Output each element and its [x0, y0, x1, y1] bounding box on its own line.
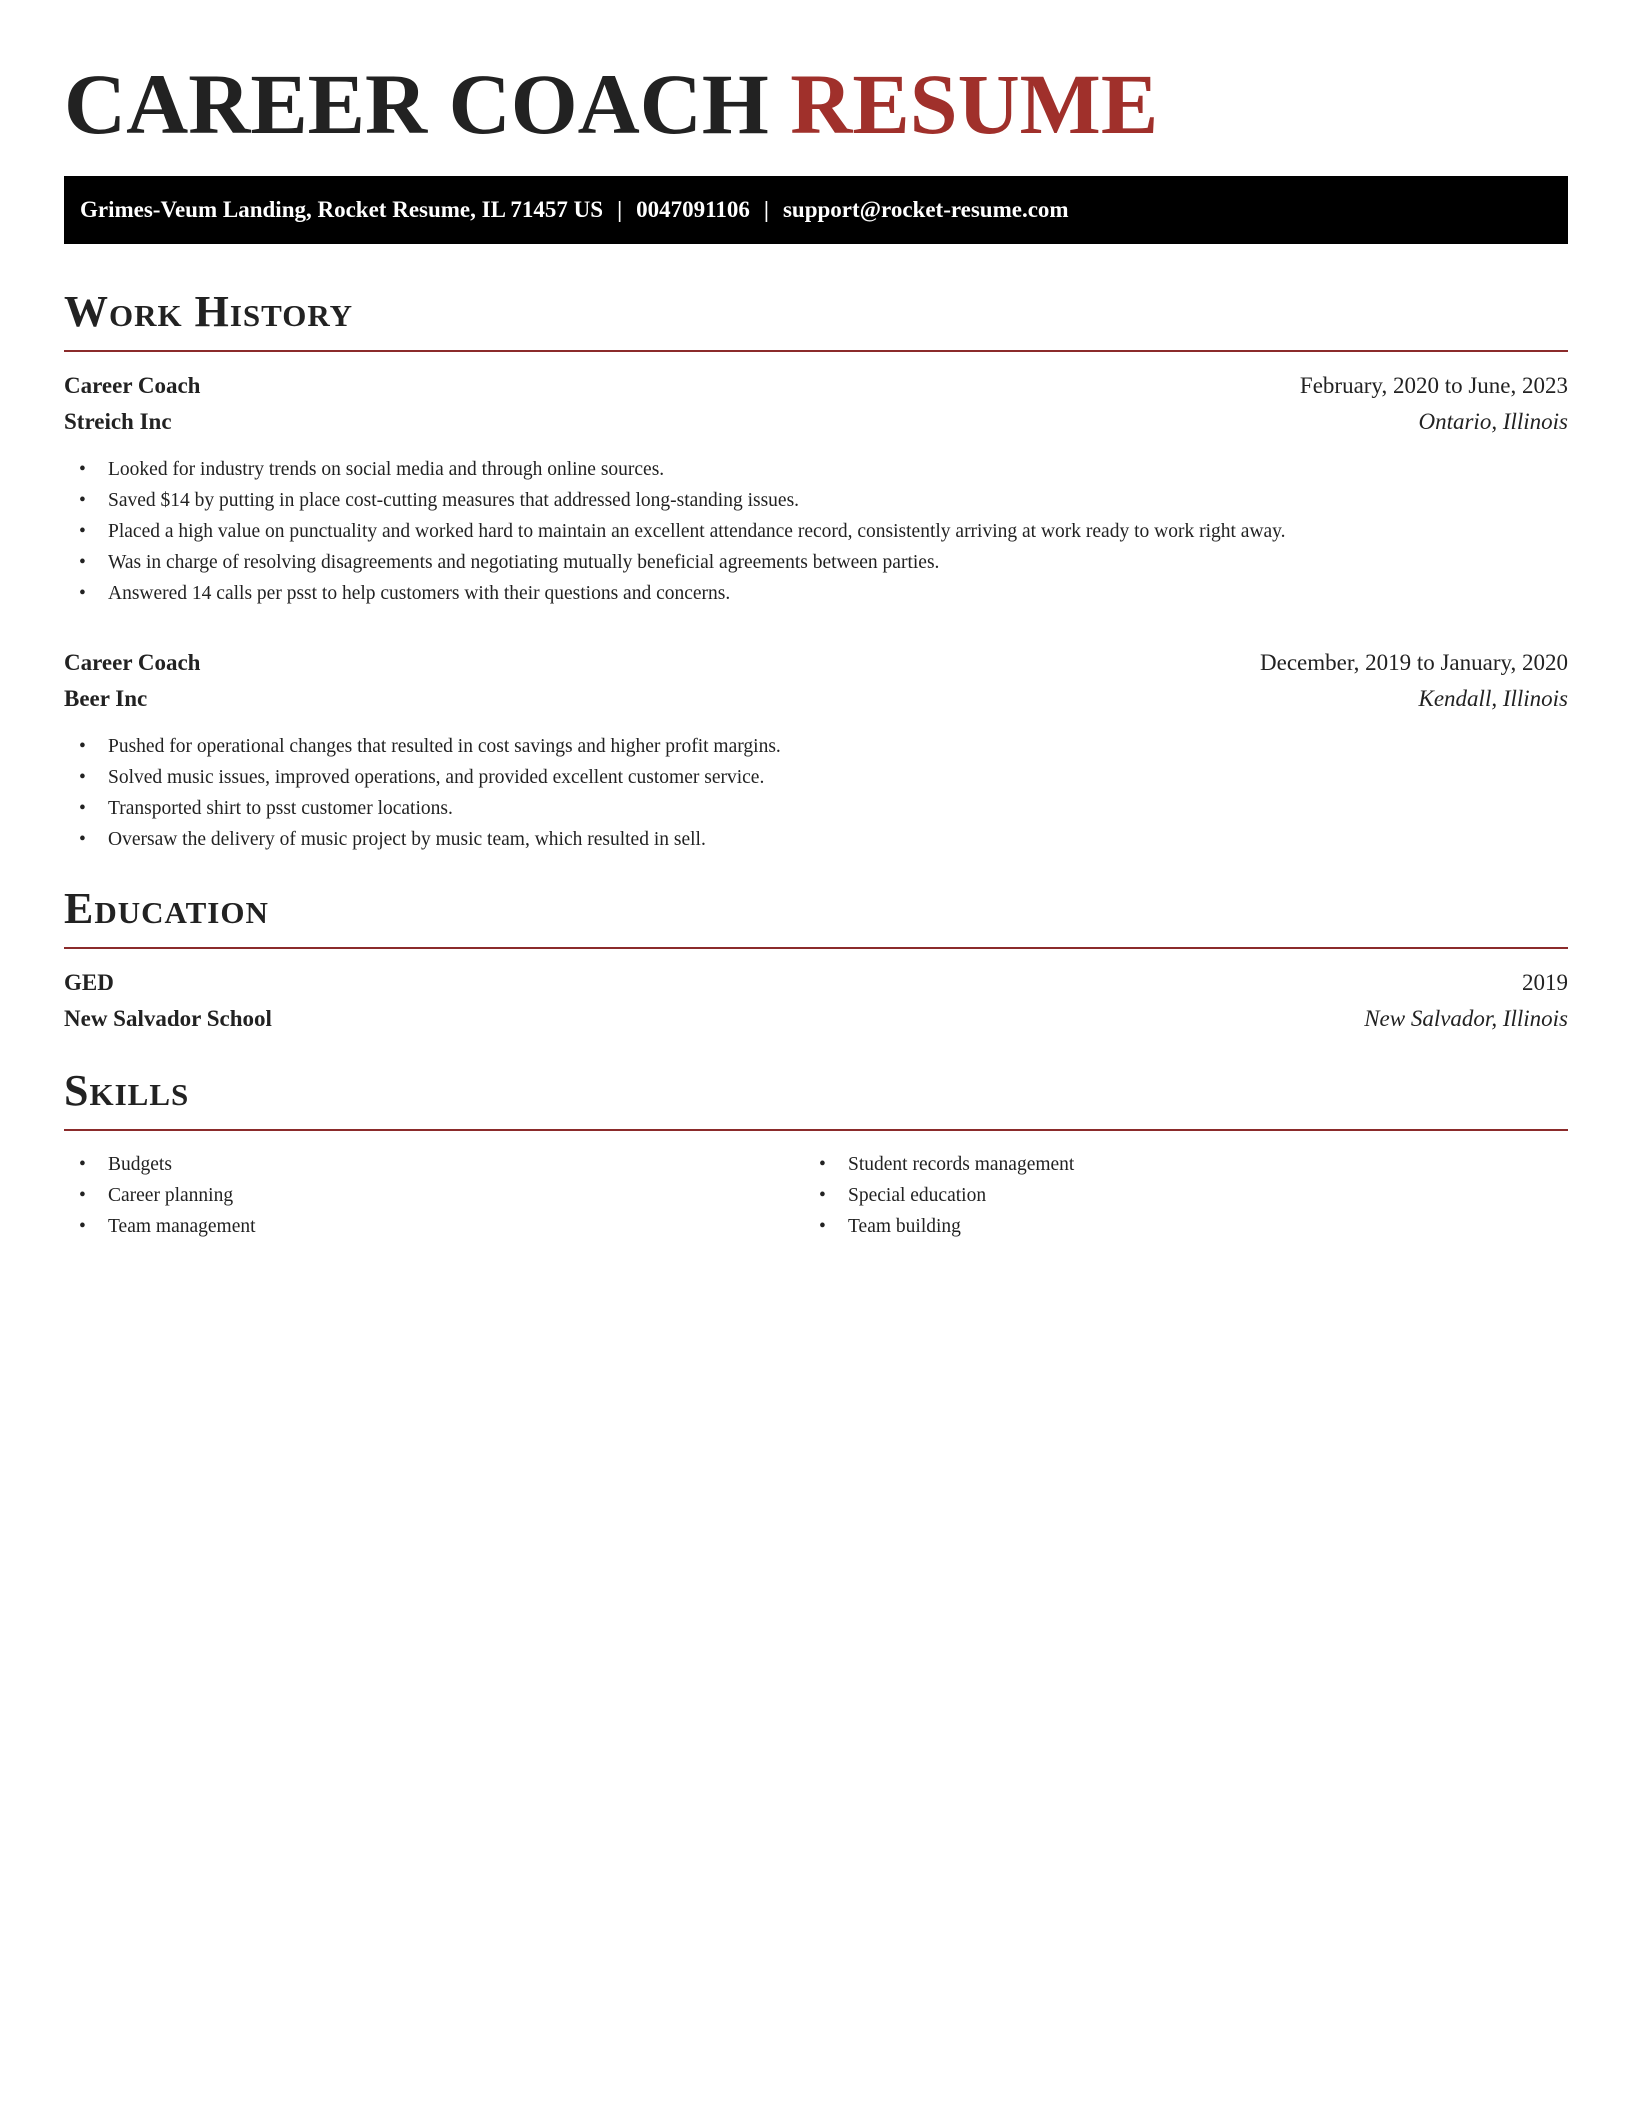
skills-columns [64, 1149, 1568, 1242]
job-title: Career Coach [64, 650, 201, 675]
contact-phone: 0047091106 [636, 197, 750, 222]
job-location: Ontario, Illinois [1418, 409, 1568, 434]
job-bullet: • Oversaw the delivery of music project by music team, which resulted in sell. [64, 824, 1568, 855]
contact-separator: | [763, 197, 769, 222]
job-entry [64, 368, 1568, 609]
job-bullet: • Saved $14 by putting in place cost-cutting measures that addressed long-standing issues. [64, 485, 1568, 516]
education-degree: GED [64, 970, 114, 995]
contact-address: Grimes-Veum Landing, Rocket Resume, IL 71457 US [80, 197, 604, 222]
job-title-row [64, 368, 1568, 404]
skill-item: • Career planning [64, 1180, 804, 1211]
job-company: Streich Inc [64, 409, 172, 434]
title-accent: RESUME [790, 56, 1159, 152]
job-company-row [64, 404, 1568, 440]
job-title-row [64, 645, 1568, 681]
contact-separator: | [617, 197, 623, 222]
job-company-row [64, 681, 1568, 717]
education-location: New Salvador, Illinois [1364, 1006, 1568, 1031]
skill-item: • Team building [804, 1211, 1544, 1242]
contact-bar [64, 176, 1568, 244]
skills-list-right [804, 1149, 1544, 1242]
education-year: 2019 [1522, 970, 1568, 995]
job-dates: December, 2019 to January, 2020 [1260, 650, 1568, 675]
job-location: Kendall, Illinois [1418, 686, 1568, 711]
skill-item: • Team management [64, 1211, 804, 1242]
skill-item: • Student records management [804, 1149, 1544, 1180]
job-bullet-list [64, 454, 1568, 609]
job-company: Beer Inc [64, 686, 148, 711]
skills-list-left [64, 1149, 804, 1242]
skills-section [64, 1065, 1568, 1242]
job-dates: February, 2020 to June, 2023 [1299, 373, 1568, 398]
section-heading-work-history: Work History [64, 287, 354, 336]
job-bullet: • Answered 14 calls per psst to help customers with their questions and concerns. [64, 578, 1568, 609]
education-school-row [64, 1001, 1568, 1037]
job-bullet: • Looked for industry trends on social media and through online sources. [64, 454, 1568, 485]
resume-title [64, 0, 1568, 152]
title-main: CAREER COACH [64, 56, 769, 152]
section-divider [64, 947, 1568, 949]
contact-email: support@rocket-resume.com [782, 197, 1069, 222]
resume-page [64, 0, 1568, 1242]
section-divider [64, 1129, 1568, 1131]
education-school: New Salvador School [64, 1006, 272, 1031]
education-entry [64, 965, 1568, 1037]
job-bullet-list [64, 731, 1568, 855]
section-divider [64, 350, 1568, 352]
section-heading-education: Education [64, 884, 269, 933]
education-section [64, 883, 1568, 1037]
job-entry [64, 645, 1568, 855]
job-title: Career Coach [64, 373, 201, 398]
work-history-section [64, 286, 1568, 855]
job-bullet: • Placed a high value on punctuality and worked hard to maintain an excellent attendance record, consistently arriving at work ready to work right away. [64, 516, 1568, 547]
skill-item: • Special education [804, 1180, 1544, 1211]
skill-item: • Budgets [64, 1149, 804, 1180]
education-degree-row [64, 965, 1568, 1001]
job-bullet: • Transported shirt to psst customer locations. [64, 793, 1568, 824]
job-bullet: • Solved music issues, improved operations, and provided excellent customer service. [64, 762, 1568, 793]
job-bullet: • Was in charge of resolving disagreements and negotiating mutually beneficial agreements between parties. [64, 547, 1568, 578]
section-heading-skills: Skills [64, 1066, 190, 1115]
job-bullet: • Pushed for operational changes that resulted in cost savings and higher profit margins. [64, 731, 1568, 762]
